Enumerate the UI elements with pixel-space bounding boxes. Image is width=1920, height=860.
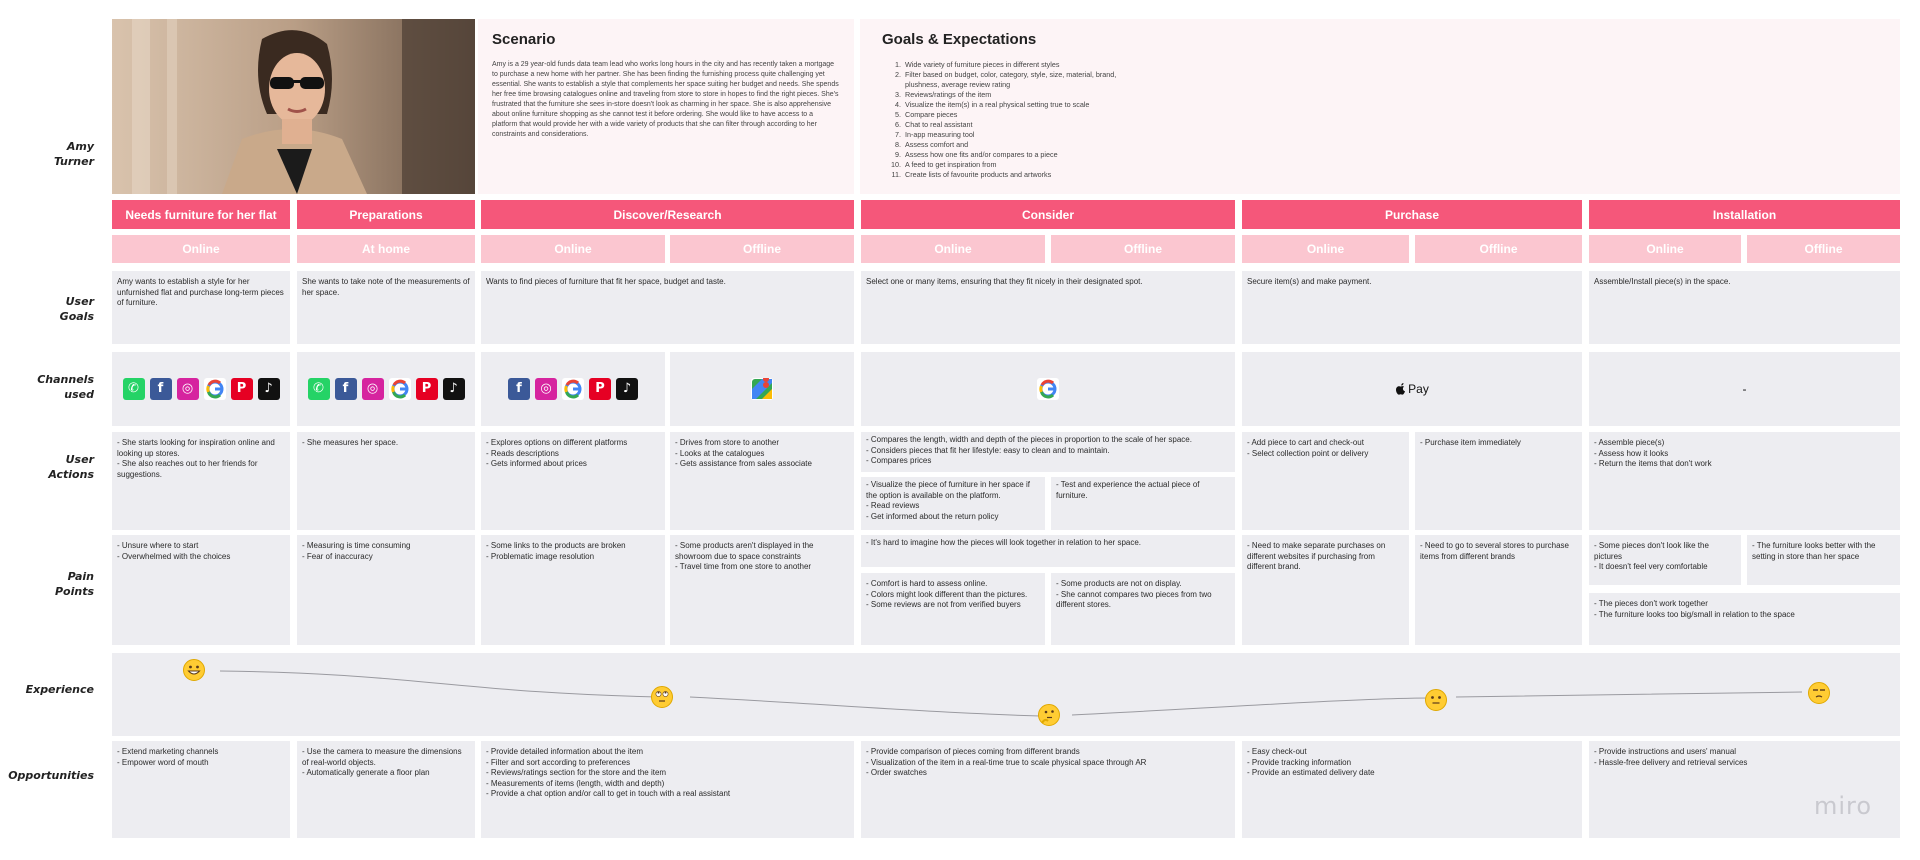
pain-points-prep: - Measuring is time consuming - Fear of inaccuracy [297,535,475,645]
subphase-purchase-online: Online [1242,235,1409,263]
user-actions-purchase-online: - Add piece to cart and check-out - Select collection point or delivery [1242,432,1409,530]
channels-discover-offline [670,352,854,426]
instagram-icon: ◎ [177,378,199,400]
opportunities-needs: - Extend marketing channels - Empower word of mouth [112,741,290,838]
goal-item: 6. Chat to real assistant [895,120,973,129]
user-goal-install: Assemble/Install piece(s) in the space. [1589,271,1900,344]
row-label-pain-points: Pain Points [54,570,94,598]
goal-item: 7. In-app measuring tool [895,130,975,139]
channels-install: - [1589,352,1900,426]
phase-needs-furniture: Needs furniture for her flat [112,200,290,229]
subphase-purchase-offline: Offline [1415,235,1582,263]
opportunities-purchase: - Easy check-out - Provide tracking information - Provide an estimated delivery date [1242,741,1582,838]
phase-installation: Installation [1589,200,1900,229]
subphase-discover-offline: Offline [670,235,854,263]
user-actions-prep: - She measures her space. [297,432,475,530]
subphase-prep-at-home: At home [297,235,475,263]
goal-item: 11. Create lists of favourite products and artworks [891,170,1052,179]
subphase-needs-online: Online [112,235,290,263]
neutral-face-icon [1425,689,1447,711]
goal-item: 8. Assess comfort and [895,140,969,149]
user-actions-consider-offline: - Test and experience the actual piece of furniture. [1051,477,1235,530]
phase-discover-research: Discover/Research [481,200,854,229]
opportunities-consider: - Provide comparison of pieces coming from different brands - Visualization of the item in a real-time true to scale physical space through AR - Order swatches [861,741,1235,838]
facebook-icon: f [335,378,357,400]
goals-title: Goals & Expectations [882,31,1037,48]
pain-points-purchase-online: - Need to make separate purchases on different websites if purchasing from different brand. [1242,535,1409,645]
google-maps-icon [751,378,773,400]
goal-item: 4. Visualize the item(s) in a real physical setting true to scale [895,100,1090,109]
goal-item: 10. A feed to get inspiration from [891,160,997,169]
pain-points-needs: - Unsure where to start - Overwhelmed with the choices [112,535,290,645]
user-goal-consider: Select one or many items, ensuring that they fit nicely in their designated spot. [861,271,1235,344]
channels-discover-online [481,352,665,426]
goal-item: 9. Assess how one fits and/or compares to a piece [895,150,1058,159]
user-actions-purchase-offline: - Purchase item immediately [1415,432,1582,530]
subphase-consider-online: Online [861,235,1045,263]
user-actions-consider-online: - Visualize the piece of furniture in her space if the option is available on the platform. - Read reviews - Get informed about the return policy [861,477,1045,530]
opportunities-install: - Provide instructions and users' manual - Hassle-free delivery and retrieval services [1589,741,1900,838]
phase-consider: Consider [861,200,1235,229]
channels-needs [112,352,290,426]
user-goal-purchase: Secure item(s) and make payment. [1242,271,1582,344]
opportunities-discover: - Provide detailed information about the item - Filter and sort according to preferences - Reviews/ratings section for the store and the item - Measurements of items (length, width and depth) - Provide a chat option and/or call to get in touch with a real assistant [481,741,854,838]
google-icon [389,378,411,400]
user-goal-discover: Wants to find pieces of furniture that fit her space, budget and taste. [481,271,854,344]
scenario-text: Amy is a 29 year-old funds data team lead who works long hours in the city and has recently taken a mortgage to purchase a new home with her partner. She has been finding the furnishing process quite challenging yet essential. She wants to establish a style that complements her space suiting her budget and needs. She spends her free time browsing catalogues online and traveling from store to store in hopes to find the right pieces. She's frustrated that the furniture she sees in-store doesn't look as charming in her space. She is also apprehensive about online furniture shopping as she cannot test it before ordering. She would like to have access to a platform that would provide her with a wide variety of products that she can filter through according to her constraints and considerations. [492,61,839,138]
persona-photo [112,19,475,194]
pain-points-consider-shared: - It's hard to imagine how the pieces will look together in relation to her space. [861,535,1235,567]
row-label-user-goals: User Goals [59,295,94,323]
pain-points-install-offline: - The furniture looks better with the setting in store than her space [1747,535,1900,585]
goal-item: 3. Reviews/ratings of the item [895,90,992,99]
goals-list [882,60,1886,180]
pain-points-discover-online: - Some links to the products are broken - Problematic image resolution [481,535,665,645]
pain-points-consider-online: - Comfort is hard to assess online. - Colors might look different than the pictures. - Some reviews are not from verified buyers [861,573,1045,645]
opportunities-prep: - Use the camera to measure the dimensions of real-world objects. - Automatically generate a floor plan [297,741,475,838]
scenario-title: Scenario [492,31,556,48]
row-label-user-actions: User Actions [48,453,94,481]
rolling-eyes-face-icon [651,686,673,708]
user-actions-consider-shared: - Compares the length, width and depth of the pieces in proportion to the scale of her space. - Considers pieces that fit her lifestyle: easy to clean and to maintain. - Compares prices [861,432,1235,472]
thinking-face-icon [1038,704,1060,726]
google-icon [204,378,226,400]
channels-consider [861,352,1235,426]
pinterest-icon: P [589,378,611,400]
pain-points-install-shared: - The pieces don't work together - The furniture looks too big/small in relation to the space [1589,593,1900,645]
pain-points-purchase-offline: - Need to go to several stores to purchase items from different brands [1415,535,1582,645]
facebook-icon: f [508,378,530,400]
tiktok-icon: ♪ [258,378,280,400]
subphase-install-offline: Offline [1747,235,1900,263]
goal-item: 2. Filter based on budget, color, category, style, size, material, brand, plushness, average review rating [895,70,1117,89]
pain-points-install-online: - Some pieces don't look like the pictures - It doesn't feel very comfortable [1589,535,1741,585]
apple-pay-icon: Pay [1247,358,1577,420]
row-label-channels: Channels used [37,373,94,401]
goal-item: 5. Compare pieces [895,110,958,119]
subphase-install-online: Online [1589,235,1741,263]
subphase-consider-offline: Offline [1051,235,1235,263]
phase-preparations: Preparations [297,200,475,229]
phase-purchase: Purchase [1242,200,1582,229]
whatsapp-icon: ✆ [308,378,330,400]
pain-points-discover-offline: - Some products aren't displayed in the showroom due to space constraints - Travel time from one store to another [670,535,854,645]
experience-curve [220,671,1802,716]
facebook-icon: f [150,378,172,400]
unamused-face-icon [1808,682,1830,704]
user-actions-needs: - She starts looking for inspiration online and looking up stores. - She also reaches out to her friends for suggestions. [112,432,290,530]
persona-name: Amy Turner [53,140,94,168]
tiktok-icon: ♪ [443,378,465,400]
channels-purchase [1242,352,1582,426]
subphase-discover-online: Online [481,235,665,263]
user-goal-needs: Amy wants to establish a style for her unfurnished flat and purchase long-term pieces of furniture. [112,271,290,344]
row-label-opportunities: Opportunities [8,769,94,782]
google-icon [562,378,584,400]
instagram-icon: ◎ [362,378,384,400]
whatsapp-icon: ✆ [123,378,145,400]
google-icon [1037,378,1059,400]
pinterest-icon: P [416,378,438,400]
instagram-icon: ◎ [535,378,557,400]
scenario-panel [478,19,854,194]
pinterest-icon: P [231,378,253,400]
miro-watermark: miro [1814,792,1873,820]
row-label-experience: Experience [25,683,94,696]
goals-panel [860,19,1900,194]
experience-band [112,653,1900,736]
user-actions-discover-online: - Explores options on different platforms - Reads descriptions - Gets informed about prices [481,432,665,530]
goal-item: 1. Wide variety of furniture pieces in different styles [895,60,1060,69]
user-goal-prep: She wants to take note of the measurements of her space. [297,271,475,344]
tiktok-icon: ♪ [616,378,638,400]
pain-points-consider-offline: - Some products are not on display. - She cannot compares two pieces from two different stores. [1051,573,1235,645]
user-actions-discover-offline: - Drives from store to another - Looks at the catalogues - Gets assistance from sales associate [670,432,854,530]
user-actions-install: - Assemble piece(s) - Assess how it looks - Return the items that don't work [1589,432,1900,530]
channels-prep [297,352,475,426]
grinning-face-icon [183,659,205,681]
